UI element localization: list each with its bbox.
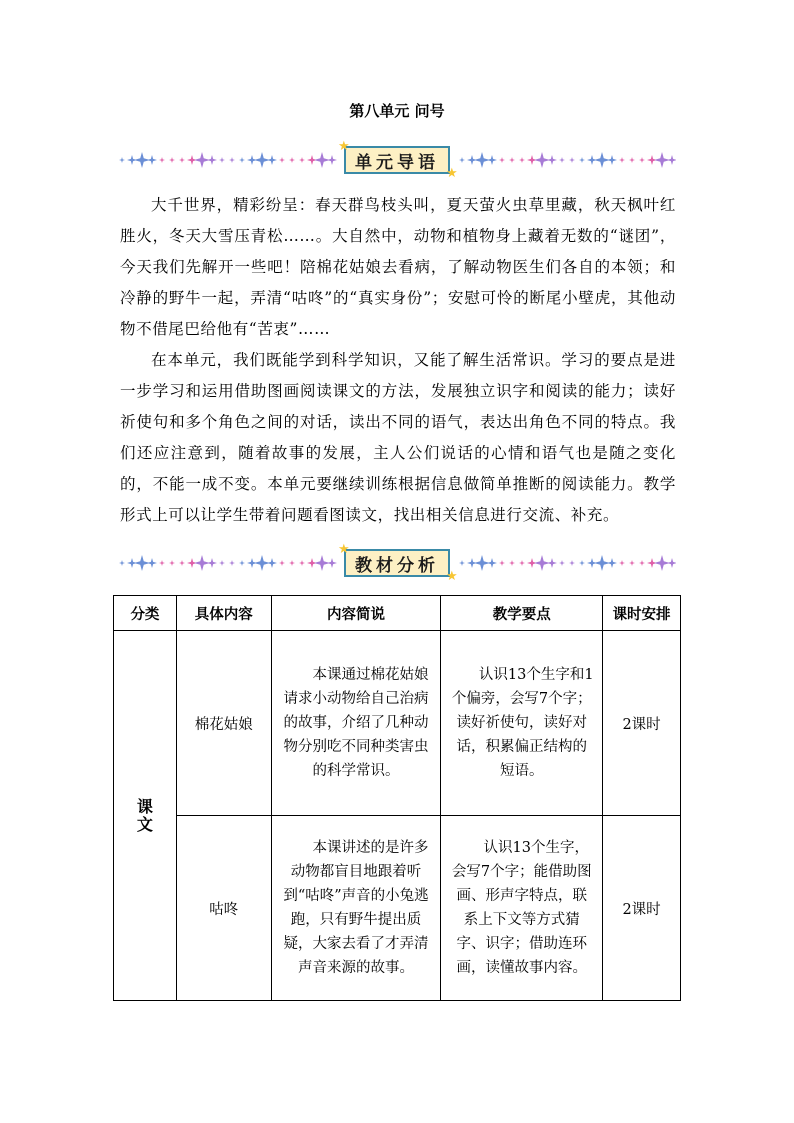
- header-schedule: 课时安排: [603, 596, 681, 631]
- sparkle-icon: [229, 157, 235, 163]
- sparkle-icon: [179, 560, 185, 566]
- sparkle-icon: [299, 157, 305, 163]
- schedule-cell: 2课时: [603, 631, 681, 816]
- textbook-analysis-table: [113, 595, 681, 1001]
- sparkle-icon: [239, 157, 245, 163]
- sparkle-icon: [667, 155, 676, 165]
- sparkle-icon: [147, 155, 157, 165]
- table-row: [114, 631, 681, 816]
- category-label: 课文: [136, 796, 153, 834]
- sparkle-icon: [179, 157, 185, 163]
- sparkle-icon: [267, 155, 277, 165]
- summary-cell: [271, 816, 441, 1001]
- sparkle-icon: [207, 558, 217, 568]
- sparkle-icon: [239, 560, 245, 566]
- page-title: 第八单元 问号: [349, 102, 445, 120]
- sparkle-icon: [487, 155, 497, 165]
- sparkle-icon: [147, 558, 157, 568]
- summary-text: 本课通过棉花姑娘请求小动物给自己治病的故事，介绍了几种动物分别吃不同种类害虫的科学常识。: [283, 667, 429, 779]
- textbook-analysis-label: 教材分析: [344, 549, 450, 577]
- sparkle-icon: [267, 558, 277, 568]
- intro-paragraph-2: 在本单元，我们既能学到科学知识，又能了解生活常识。学习的要点是进一步学习和运用借助图画阅读课文的方法，发展独立识字和阅读的能力；读好祈使句和多个角色之间的对话，读出不同的语气，表达出角色不同的特点。我们还应注意到，随着故事的发展，主人公们说话的心情和语气也是随之变化的，不能一成不变。本单元要继续训练根据信息做简单推断的阅读能力。教学形式上可以让学生带着问题看图读文，找出相关信息进行交流、补充。: [120, 351, 676, 524]
- sparkle-icon: [629, 157, 635, 163]
- star-icon: ★: [446, 569, 458, 584]
- category-cell: [114, 631, 177, 1001]
- sparkle-icon: [169, 560, 175, 566]
- sparkle-icon: [279, 157, 285, 163]
- star-icon: ★: [446, 166, 458, 181]
- sparkle-icon: [299, 560, 305, 566]
- sparkle-icon: [509, 157, 515, 163]
- schedule-cell: 2课时: [603, 816, 681, 1001]
- sparkle-icon: [619, 560, 625, 566]
- summary-cell: [271, 631, 441, 816]
- intro-paragraph-1: 大千世界，精彩纷呈：春天群鸟枝头叫，夏天萤火虫草里藏，秋天枫叶红胜火，冬天大雪压青松……。大自然中，动物和植物身上藏着无数的“谜团”，今天我们先解开一些吧！陪棉花姑娘去看病，了解动物医生们各自的本领；和冷静的野牛一起，弄清“咕咚”的“真实身份”；安慰可怜的断尾小壁虎，其他动物不借尾巴给他有“苦衷”……: [120, 196, 676, 338]
- sparkle-icon: [159, 157, 165, 163]
- sparkle-icon: [639, 560, 645, 566]
- sparkle-icon: [579, 157, 585, 163]
- sparkle-icon: [119, 560, 125, 566]
- sparkle-icon: [499, 157, 505, 163]
- sparkle-icon: [519, 157, 525, 163]
- sparkle-icon: [547, 558, 557, 568]
- sparkle-icon: [579, 560, 585, 566]
- sparkle-icon: [619, 157, 625, 163]
- summary-text: 本课讲述的是许多动物都盲目地跟着听到“咕咚”声音的小兔逃跑，只有野牛提出质疑，大家去看了才弄清声音来源的故事。: [283, 840, 429, 976]
- content-cell: 咕咚: [176, 816, 271, 1001]
- sparkle-icon: [519, 560, 525, 566]
- unit-intro-banner: [118, 139, 676, 181]
- sparkle-icon: [327, 155, 337, 165]
- table-header-row: [114, 596, 681, 631]
- sparkle-icon: [487, 558, 497, 568]
- sparkle-icon: [547, 155, 557, 165]
- sparkle-icon: [229, 560, 235, 566]
- sparkle-icon: [327, 558, 337, 568]
- sparkle-icon: [569, 560, 575, 566]
- sparkle-icon: [559, 560, 565, 566]
- sparkle-icon: [169, 157, 175, 163]
- sparkle-icon: [219, 157, 225, 163]
- sparkle-icon: [629, 560, 635, 566]
- sparkle-icon: [509, 560, 515, 566]
- content-cell: 棉花姑娘: [176, 631, 271, 816]
- sparkle-icon: [607, 155, 617, 165]
- sparkle-icon: [459, 157, 465, 163]
- sparkle-icon: [219, 560, 225, 566]
- sparkle-icon: [159, 560, 165, 566]
- textbook-analysis-banner: [118, 542, 676, 584]
- key-points-text: 认识13个生字，会写7个字；能借助图画、形声字特点，联系上下文等方式猜字、识字；借助连环画，读懂故事内容。: [451, 840, 592, 976]
- sparkle-icon: [207, 155, 217, 165]
- sparkle-icon: [279, 560, 285, 566]
- star-icon: ★: [338, 139, 350, 154]
- table-row: [114, 816, 681, 1001]
- sparkle-icon: [119, 157, 125, 163]
- sparkle-icon: [289, 157, 295, 163]
- key-points-text: 认识13个生字和1个偏旁，会写7个字；读好祈使句，读好对话，积累偏正结构的短语。: [451, 667, 594, 779]
- header-key-points: 教学要点: [441, 596, 603, 631]
- sparkle-icon: [499, 560, 505, 566]
- sparkle-icon: [639, 157, 645, 163]
- unit-intro-label: 单元导语: [344, 146, 450, 174]
- star-icon: ★: [338, 542, 350, 557]
- sparkle-icon: [289, 560, 295, 566]
- key-points-cell: [441, 631, 603, 816]
- key-points-cell: [441, 816, 603, 1001]
- sparkle-icon: [559, 157, 565, 163]
- sparkle-icon: [569, 157, 575, 163]
- header-content: 具体内容: [176, 596, 271, 631]
- header-summary: 内容简说: [271, 596, 441, 631]
- sparkle-icon: [667, 558, 676, 568]
- sparkle-icon: [459, 560, 465, 566]
- header-category: 分类: [114, 596, 177, 631]
- sparkle-icon: [607, 558, 617, 568]
